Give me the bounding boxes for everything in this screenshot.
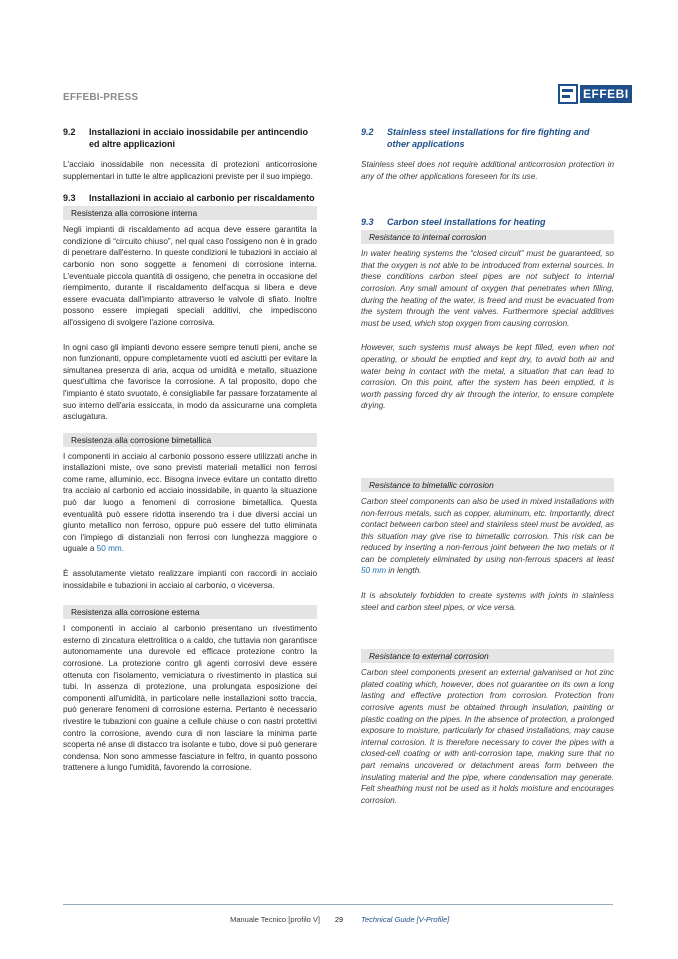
bimetallic-corrosion-p1-it: I componenti in acciaio al carbonio possono essere utilizzati anche in installazioni miste, ove sono previsti materiali metallici non ferrosi come rame, alluminio, ecc. Bisogna invece evitare un contatto diretto tra acciaio al carbonio ed acciaio inossidabile, in quanto la situazione può dar luogo a fenomeni di corrosione bimetallica. Questa eventualità può essere ridotta inserendo tra i due diversi acciai un giunto metallico non ferroso, oppure può essere del tutto eliminata con l'impiego di distanziali non ferrosi con lunghezza maggiore o uguale a 50 mm.	[63, 451, 317, 554]
footer-guide-title: Technical Guide [V-Profile]	[361, 915, 450, 924]
section-9-3-title-en: 9.3 Carbon steel installations for heating	[361, 217, 546, 228]
external-corrosion-heading-en: Resistance to external corrosion	[361, 649, 614, 663]
effebi-logo	[558, 84, 632, 104]
section-9-2-text-it: L'acciaio inossidabile non necessita di protezioni anticorrosione supplementari in tutte le altre applicazioni previste per il suo impiego.	[63, 160, 317, 181]
italian-column	[63, 126, 317, 774]
internal-corrosion-p2-it: In ogni caso gli impianti devono essere sempre tenuti pieni, anche se non funzionanti, oppure completamente vuoti ed asciutti per evitare la simultanea presenza di aria, acqua od umidità e metallo, situazione quest'ultima che favorisce la corrosione. A tal proposito, dopo che l'impianto è stato svuotato, è consigliabile far passare forzatamente al suo interno dell'aria essiccata, in modo da assicurarne una completa asciugatura.	[63, 342, 317, 422]
bimetallic-corrosion-heading-en: Resistance to bimetallic corrosion	[361, 478, 614, 492]
footer-manual-title: Manuale Tecnico [profilo V]	[230, 915, 320, 924]
bimetallic-corrosion-heading-it: Resistenza alla corrosione bimetallica	[63, 433, 317, 447]
logo-text: EFFEBI	[580, 85, 632, 103]
internal-corrosion-p1-it: Negli impianti di riscaldamento ad acqua deve essere garantita la condizione di “circuito chiuso”, nel qual caso l'ossigeno non è in grado di penetrare dall'esterno. In queste condizioni le tubazioni in acciaio al carbonio non sono soggette a fenomeni di corrosione interna. L'eventuale piccola quantità di ossigeno, che penetra in occasione del riempimento, durante il riscaldamento dell'acqua si libera e deve essere evacuata dall'impianto attraverso le valvole di sfiato. Inoltre possono essere impiegati speciali additivi, che impediscono all'ossigeno di svolgere l'azione corrosiva.	[63, 225, 317, 327]
external-corrosion-heading-it: Resistenza alla corrosione esterna	[63, 605, 317, 619]
external-corrosion-p1-it: I componenti in acciaio al carbonio presentano un rivestimento esterno di zincatura elettrolitica o a caldo, che tuttavia non garantisce autonomamente una durevole ed efficace protezione contro la corrosione. La protezione contro gli agenti corrosivi deve essere ottenuta con l'isolamento, verniciatura o rivestimento in plastica sui tubi. In assenza di protezione, una prolungata esposizione dei componenti all'umidità, in particolare nelle installazioni sotto traccia, può generare fenomeni di corrosione esterna. Pertanto è necessario rivestire le tubazioni con guaine a cellule chiuse o con nastri protettivi contro la corrosione, avendo cura di non lasciare la minima parte scoperta né anse di distacco tra isolante e tubo, dove si può generare condensa. Non sono ammesse fasciature in feltro, in quanto possono trattenere a lungo l'umidità, favorendo la corrosione.	[63, 624, 317, 773]
page-number: 29	[334, 915, 344, 924]
internal-corrosion-p2-en: However, such systems must always be kept filled, even when not operating, or should be emptied and kept dry, to avoid both air and water being in contact with the metal, a situation that can lead to corrosion. On this point, after the system has been emptied, it is worth passing forced dry air through the interior, to ensure complete drying.	[361, 343, 614, 411]
bimetallic-corrosion-p2-en: It is absolutely forbidden to create systems with joints in stainless steel and carbon steel pipes, or vice versa.	[361, 591, 614, 612]
internal-corrosion-heading-en: Resistance to internal corrosion	[361, 230, 614, 244]
spacer-length-value-en: 50 mm	[361, 566, 387, 576]
footer-divider	[63, 904, 613, 905]
section-9-2-title-it: 9.2 Installazioni in acciaio inossidabile per antincendio ed altre applicazioni	[63, 127, 309, 149]
bimetallic-corrosion-p2-it: È assolutamente vietato realizzare impianti con raccordi in acciaio inossidabile e tubazioni in acciaio al carbonio, o viceversa.	[63, 569, 317, 590]
internal-corrosion-heading-it: Resistenza alla corrosione interna	[63, 206, 317, 220]
section-9-3-title-it: 9.3 Installazioni in acciaio al carbonio per riscaldamento	[63, 193, 315, 204]
brand-name: EFFEBI-PRESS	[63, 92, 139, 103]
english-column	[361, 126, 614, 806]
external-corrosion-p1-en: Carbon steel components present an external galvanised or hot zinc plated coating which, however, does not guarantee on its own a long lasting and effective protection from corrosion. Protection from corrosive agents must be obtained through insulation, painting or plastic coating on the pipes. In the absence of protection, a prolonged exposure to moisture, particularly for chased installations, may cause internal corrosion. It is therefore necessary to cover the pipes with a closed-cell coating or with anti-corrosion tape, making sure that no part remains uncovered or detachment areas form between the insulating material and the pipe, where condensation may generate. Felt sheathing must not be used as it holds moisture and encourages corrosion.	[361, 668, 614, 805]
section-9-2-text-en: Stainless steel does not require additional anticorrosion protection in any of the other applications foreseen for its use.	[361, 160, 614, 181]
section-9-2-title-en: 9.2 Stainless steel installations for fire fighting and other applications	[361, 127, 590, 149]
bimetallic-corrosion-p1-en: Carbon steel components can also be used in mixed installations with non-ferrous metals, such as copper, aluminum, etc. Importantly, direct contact between carbon steel and stainless steel must be avoided, as this situation may give rise to bimetallic corrosion. This risk can be reduced by inserting a non-ferrous joint between the two metals or it can be completely eliminated by using non-ferrous spacers at least 50 mm in length.	[361, 496, 614, 576]
internal-corrosion-p1-en: In water heating systems the “closed circuit” must be guaranteed, so that the oxygen is not able to be introduced from external sources. In these conditions carbon steel pipes are not subject to internal corrosion. Any small amount of oxygen that penetrates when filling, during the heating of the water, is freed and must be evacuated from the system through the vent valves. Furthermore special additives must be used, which stop oxygen from causing corrosion.	[361, 249, 614, 328]
spacer-length-value-it: 50 mm	[96, 544, 122, 554]
logo-icon	[558, 84, 578, 104]
